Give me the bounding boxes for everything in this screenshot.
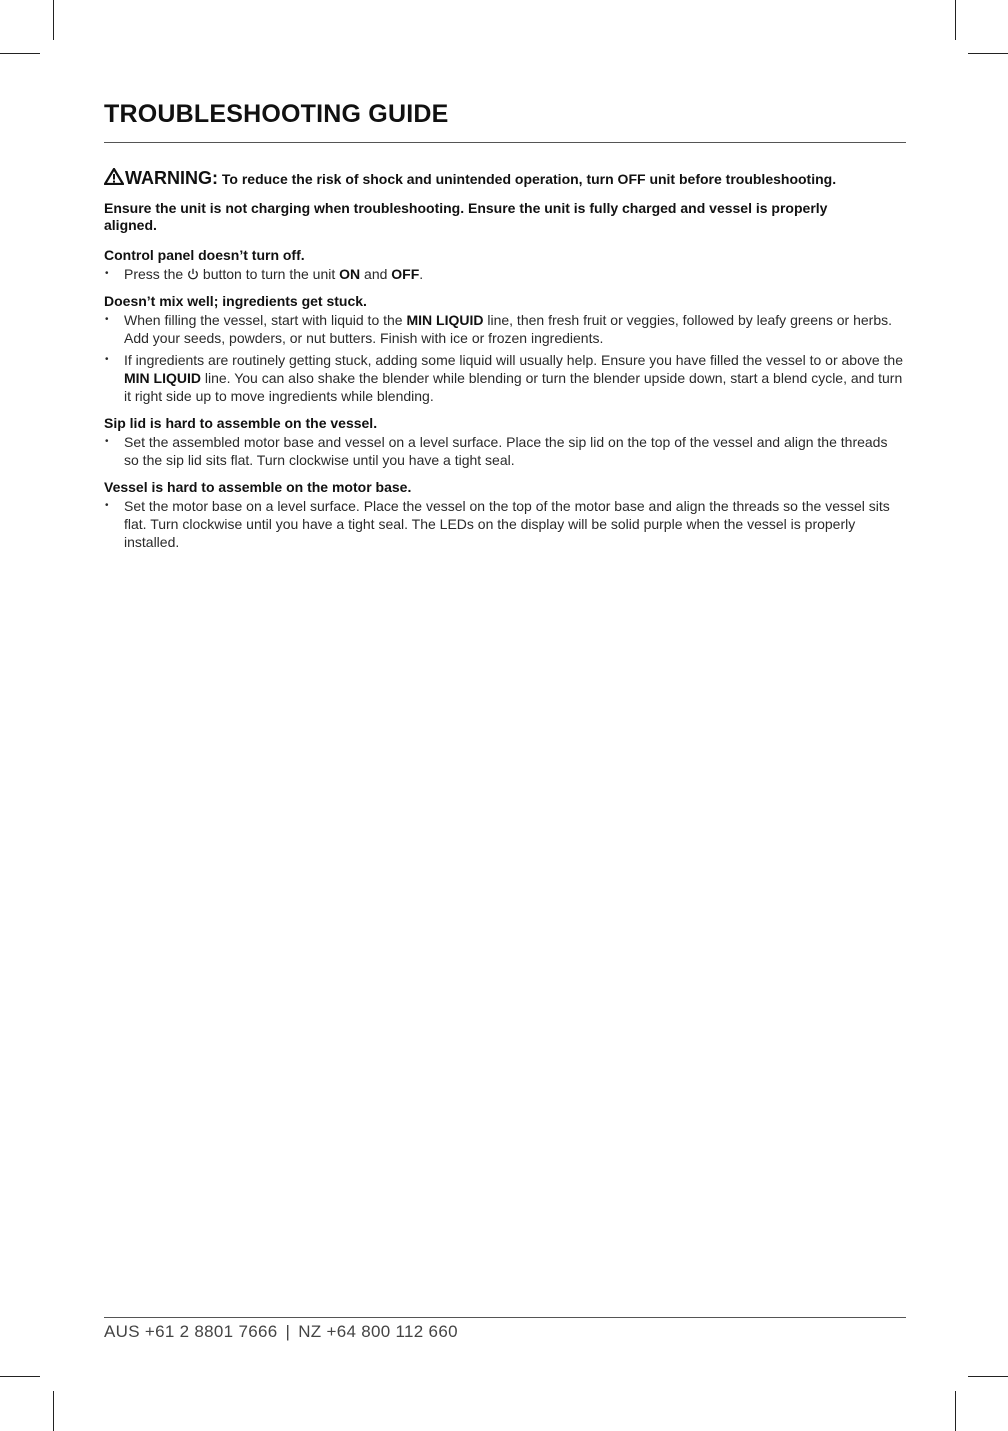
bullet-text: button to turn the unit xyxy=(202,266,336,282)
bullet-text: line, then fresh fruit or veggies, followed by leafy greens or herbs. Add your seeds, powders, or nut butters. Finish with ice or frozen ingredients. xyxy=(124,312,893,346)
list-item xyxy=(104,265,906,283)
keyword-min-liquid: MIN LIQUID xyxy=(124,370,201,386)
section-heading: Control panel doesn’t turn off. xyxy=(104,247,305,263)
section-mixing xyxy=(104,292,906,405)
crop-mark-top-left-v xyxy=(53,0,54,40)
crop-mark-top-right-v xyxy=(955,0,956,40)
bullet-text: If ingredients are routinely getting stuck, adding some liquid will usually help. Ensure you have filled the vessel to or above the xyxy=(124,352,904,368)
crop-mark-bottom-left-v xyxy=(53,1391,54,1431)
power-icon xyxy=(187,268,199,280)
bullet-text: Press the xyxy=(124,266,184,282)
phone-nz: NZ +64 800 112 660 xyxy=(298,1322,458,1341)
keyword-min-liquid: MIN LIQUID xyxy=(406,312,484,328)
warning-triangle-icon xyxy=(104,168,124,185)
phone-aus: AUS +61 2 8801 7666 xyxy=(104,1322,278,1341)
footer-divider xyxy=(104,1317,906,1318)
keyword-off: OFF xyxy=(391,266,420,282)
crop-mark-bottom-right-v xyxy=(955,1391,956,1431)
bullet-text: . xyxy=(419,266,424,282)
section-heading: Sip lid is hard to assemble on the vessel. xyxy=(104,415,378,431)
guide-body xyxy=(104,168,906,560)
footer-separator: | xyxy=(285,1322,291,1341)
list-item: • Set the motor base on a level surface. Place the vessel on the top of the motor base and align the threads so the vessel sits flat. Turn clockwise until you have a tight seal. The LEDs on the display will be solid purple when the vessel is properly installed. xyxy=(104,497,906,551)
crop-mark-bottom-right-h xyxy=(968,1376,1008,1377)
warning-label: WARNING: xyxy=(125,168,218,188)
title-divider xyxy=(104,142,906,143)
section-heading: Vessel is hard to assemble on the motor base. xyxy=(104,479,412,495)
bullet-text: line. You can also shake the blender while blending or turn the blender upside down, start a blend cycle, and turn it right side up to move ingredients while blending. xyxy=(124,370,903,404)
warning-notice xyxy=(104,168,906,188)
section-vessel xyxy=(104,478,906,551)
crop-mark-top-right-h xyxy=(968,53,1008,54)
ensure-note: Ensure the unit is not charging when troubleshooting. Ensure the unit is fully charged and vessel is properly aligned. xyxy=(104,200,828,233)
list-item: • Set the assembled motor base and vessel on a level surface. Place the sip lid on the top of the vessel and align the threads so the sip lid sits flat. Turn clockwise until you have a tight seal. xyxy=(104,433,906,469)
bullet-text: and xyxy=(364,266,388,282)
footer-phone-numbers xyxy=(104,1322,458,1342)
section-sip-lid xyxy=(104,414,906,469)
section-heading: Doesn’t mix well; ingredients get stuck. xyxy=(104,293,367,309)
keyword-on: ON xyxy=(339,266,361,282)
list-item xyxy=(104,311,906,347)
bullet-text: When filling the vessel, start with liquid to the xyxy=(124,312,403,328)
warning-text: To reduce the risk of shock and unintended operation, turn OFF unit before troubleshooting. xyxy=(221,171,837,187)
page-title: TROUBLESHOOTING GUIDE xyxy=(104,100,449,128)
crop-mark-bottom-left-h xyxy=(0,1376,40,1377)
section-control-panel xyxy=(104,246,906,283)
crop-mark-top-left-h xyxy=(0,53,40,54)
list-item xyxy=(104,351,906,405)
